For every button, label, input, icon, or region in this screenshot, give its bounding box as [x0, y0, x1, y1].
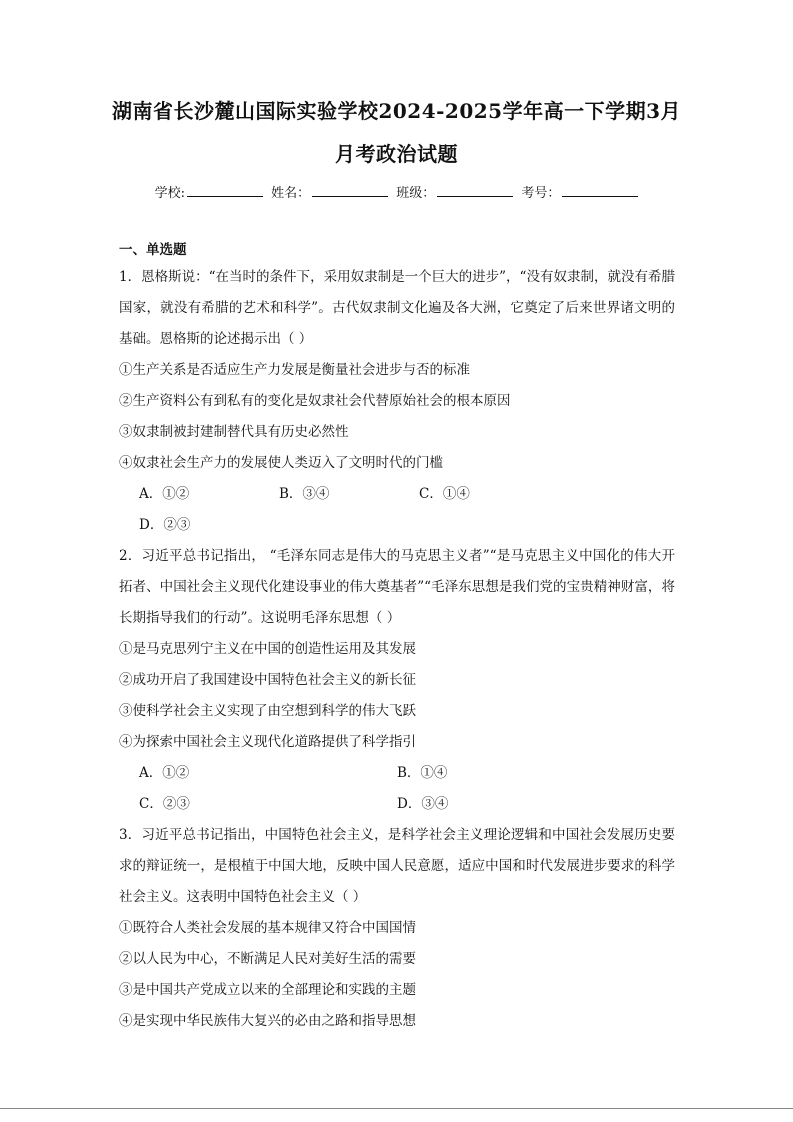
statement: ③使科学社会主义实现了由空想到科学的伟大飞跃 [119, 703, 416, 719]
choice-b: B．①④ [397, 765, 448, 781]
statement: ③是中国共产党成立以来的全部理论和实践的主题 [119, 982, 416, 998]
choice-d: D．③④ [397, 796, 449, 812]
question-3 [119, 820, 675, 1037]
statement: ④是实现中华民族伟大复兴的必由之路和指导思想 [119, 1013, 416, 1029]
school-label: 学校: [154, 186, 185, 201]
section-heading: 一、单选题 [119, 242, 187, 258]
statement: ③奴隶制被封建制替代具有历史必然性 [119, 424, 349, 440]
question-1 [119, 262, 675, 541]
school-blank [187, 184, 263, 197]
statement: ①生产关系是否适应生产力发展是衡量社会进步与否的标准 [119, 362, 470, 378]
school-field [155, 182, 263, 201]
choice-a: A．①② [139, 765, 190, 781]
question-3-stem: 3．习近平总书记指出，中国特色社会主义，是科学社会主义理论逻辑和中国社会发展历史要求的辩证统一，是根植于中国大地，反映中国人民意愿，适应中国和时代发展进步要求的科学社会主义。这表明中国特色社会主义（ ） [119, 827, 675, 905]
statement: ②成功开启了我国建设中国特色社会主义的新长征 [119, 672, 416, 688]
student-info-row [0, 182, 793, 201]
class-blank [437, 184, 513, 197]
page-bottom-rule [0, 1108, 793, 1109]
choice-c: C．①④ [419, 486, 470, 502]
choice-b: B．③④ [279, 486, 330, 502]
choice-d: D．②③ [139, 517, 191, 533]
question-2-choices [119, 758, 675, 820]
question-2-stem: 2．习近平总书记指出， “毛泽东同志是伟大的马克思主义者”“是马克思主义中国化的伟大开拓者、中国社会主义现代化建设事业的伟大奠基者”“毛泽东思想是我们党的宝贵精神财富，将长期指导我们的行动”。这说明毛泽东思想（ ） [119, 548, 675, 626]
name-blank [312, 184, 388, 197]
exam-title-line2: 月考政治试题 [335, 142, 458, 166]
name-label: 姓名： [271, 186, 311, 201]
question-2 [119, 541, 675, 820]
exam-number-field [521, 182, 638, 201]
exam-content [119, 238, 675, 1037]
statement: ①是马克思列宁主义在中国的创造性运用及其发展 [119, 641, 416, 657]
statement: ①既符合人类社会发展的基本规律又符合中国国情 [119, 920, 416, 936]
exam-title-line1: 湖南省长沙麓山国际实验学校2024-2025学年高一下学期3月 [111, 99, 682, 123]
name-field [271, 182, 388, 201]
choice-c: C．②③ [139, 796, 190, 812]
statement: ④为探索中国社会主义现代化道路提供了科学指引 [119, 734, 416, 750]
exam-number-label: 考号： [521, 186, 561, 201]
question-1-choices [119, 479, 675, 541]
choice-a: A．①② [139, 486, 190, 502]
class-label: 班级： [396, 186, 436, 201]
statement: ②以人民为中心，不断满足人民对美好生活的需要 [119, 951, 416, 967]
exam-number-blank [562, 184, 638, 197]
class-field [396, 182, 513, 201]
statement: ②生产资料公有到私有的变化是奴隶社会代替原始社会的根本原因 [119, 393, 511, 409]
question-1-stem: 1．恩格斯说：“在当时的条件下，采用奴隶制是一个巨大的进步”，“没有奴隶制，就没有希腊国家，就没有希腊的艺术和科学”。古代奴隶制文化遍及各大洲，它奠定了后来世界诸文明的基础。恩格斯的论述揭示出（ ） [119, 269, 675, 347]
statement: ④奴隶社会生产力的发展使人类迈入了文明时代的门槛 [119, 455, 443, 471]
